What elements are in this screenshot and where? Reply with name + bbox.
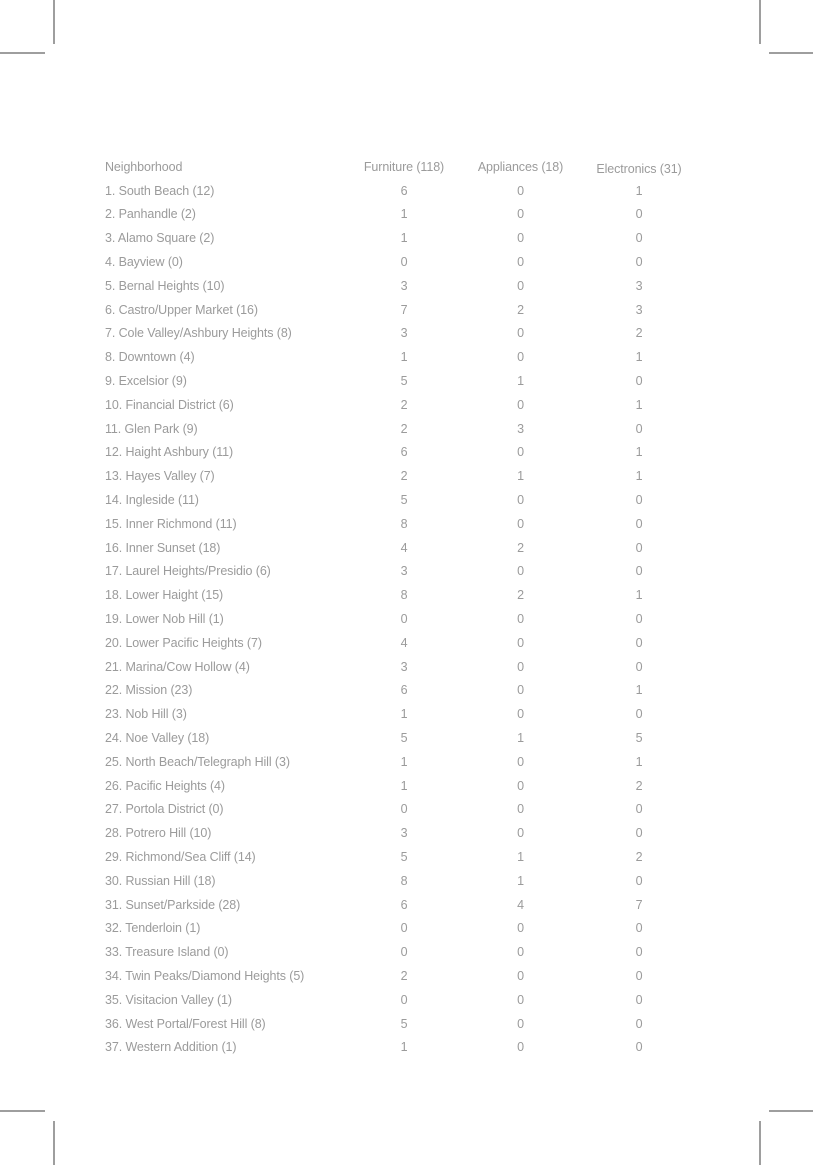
furniture-count-cell: 5 [400,731,408,746]
neighborhood-cell: 36. West Portal/Forest Hill (8) [105,1016,266,1031]
neighborhood-cell: 30. Russian Hill (18) [105,873,216,888]
table-row [105,869,700,893]
neighborhood-cell: 2. Panhandle (2) [105,207,196,222]
table-row [105,441,700,465]
appliances-count-cell: 0 [517,207,524,222]
electronics-count-cell: 0 [635,968,643,983]
table-row [105,940,700,964]
electronics-count-cell: 2 [635,326,643,341]
appliances-count-cell: 0 [517,659,524,674]
neighborhood-cell: 17. Laurel Heights/Presidio (6) [105,564,271,579]
table-body [105,179,700,1059]
table-row [105,393,700,417]
furniture-count-cell: 5 [400,493,408,508]
electronics-count-cell: 0 [635,207,643,222]
neighborhood-cell: 6. Castro/Upper Market (16) [105,302,258,317]
furniture-count-cell: 3 [400,826,408,841]
appliances-count-cell: 4 [517,897,524,912]
electronics-count-cell: 1 [635,754,643,769]
table-row [105,702,700,726]
furniture-count-cell: 6 [400,445,408,460]
table-row [105,988,700,1012]
neighborhood-cell: 31. Sunset/Parkside (28) [105,897,241,912]
electronics-count-cell: 0 [635,1040,643,1055]
furniture-count-cell: 5 [400,850,408,864]
appliances-count-cell: 0 [517,516,524,531]
table-row [105,226,700,250]
electronics-count-cell: 2 [635,850,643,864]
furniture-count-cell: 2 [400,397,408,412]
table-row [105,512,700,536]
appliances-count-cell: 0 [517,231,524,246]
table-row [105,250,700,274]
furniture-count-cell: 3 [400,326,408,341]
appliances-count-cell: 0 [517,564,524,579]
electronics-count-cell: 0 [635,493,643,508]
furniture-count-cell: 1 [400,778,408,793]
appliances-count-cell: 0 [517,350,524,365]
appliances-count-cell: 0 [517,612,524,627]
table-row [105,964,700,988]
furniture-count-cell: 1 [400,754,408,769]
neighborhood-cell: 1. South Beach (12) [105,183,215,198]
appliances-count-cell: 3 [517,421,524,436]
appliances-count-cell: 1 [517,873,524,888]
neighborhood-cell: 4. Bayview (0) [105,255,183,270]
column-header-neighborhood: Neighborhood [105,159,183,174]
electronics-count-cell: 7 [635,897,643,912]
table-row [105,845,700,869]
furniture-count-cell: 6 [400,897,408,912]
neighborhood-cell: 23. Nob Hill (3) [105,707,187,722]
neighborhood-cell: 18. Lower Haight (15) [105,588,224,603]
appliances-count-cell: 0 [517,921,524,936]
appliances-count-cell: 0 [517,992,524,1007]
column-header-electronics: Electronics (31) [596,161,682,176]
table-row [105,345,700,369]
table-row [105,369,700,393]
electronics-count-cell: 1 [635,469,643,484]
table-row [105,798,700,822]
neighborhood-cell: 5. Bernal Heights (10) [105,278,225,293]
appliances-count-cell: 0 [517,1040,524,1055]
column-header-furniture: Furniture (118) [363,159,445,174]
neighborhood-cell: 15. Inner Richmond (11) [105,516,237,531]
furniture-count-cell: 0 [400,945,408,960]
neighborhood-cell: 37. Western Addition (1) [105,1040,237,1055]
neighborhood-cell: 28. Potrero Hill (10) [105,826,212,841]
furniture-count-cell: 5 [400,374,408,389]
electronics-count-cell: 1 [635,350,643,365]
furniture-count-cell: 1 [400,1040,408,1055]
neighborhood-cell: 8. Downtown (4) [105,350,195,365]
electronics-count-cell: 0 [635,873,643,888]
electronics-count-cell: 0 [635,945,643,960]
furniture-count-cell: 5 [400,1016,408,1031]
electronics-count-cell: 0 [635,1016,643,1031]
furniture-count-cell: 3 [400,659,408,674]
table-row [105,274,700,298]
table-row [105,203,700,227]
electronics-count-cell: 0 [635,374,643,389]
furniture-count-cell: 1 [400,207,408,222]
electronics-count-cell: 0 [635,231,643,246]
table-row [105,750,700,774]
table-row [105,464,700,488]
table-header-row [105,155,700,179]
neighborhood-cell: 13. Hayes Valley (7) [105,469,215,484]
crop-mark-top-right-vertical [759,0,761,44]
neighborhood-table [105,155,700,1059]
neighborhood-cell: 22. Mission (23) [105,683,193,698]
appliances-count-cell: 2 [517,540,524,555]
electronics-count-cell: 1 [635,445,643,460]
neighborhood-cell: 19. Lower Nob Hill (1) [105,612,224,627]
appliances-count-cell: 0 [517,255,524,270]
neighborhood-cell: 10. Financial District (6) [105,397,234,412]
neighborhood-cell: 35. Visitacion Valley (1) [105,992,232,1007]
appliances-count-cell: 2 [517,302,524,317]
table-row [105,726,700,750]
crop-mark-bottom-right-horizontal [769,1110,813,1112]
table-row [105,322,700,346]
electronics-count-cell: 3 [635,302,643,317]
electronics-count-cell: 1 [635,588,643,603]
electronics-count-cell: 1 [635,397,643,412]
table-row [105,1012,700,1036]
furniture-count-cell: 0 [400,921,408,936]
furniture-count-cell: 1 [400,350,408,365]
appliances-count-cell: 0 [517,754,524,769]
neighborhood-cell: 33. Treasure Island (0) [105,945,229,960]
furniture-count-cell: 3 [400,278,408,293]
table-row [105,607,700,631]
furniture-count-cell: 2 [400,469,408,484]
electronics-count-cell: 3 [635,278,643,293]
appliances-count-cell: 1 [517,731,524,746]
appliances-count-cell: 2 [517,588,524,603]
electronics-count-cell: 2 [635,778,643,793]
appliances-count-cell: 1 [517,374,524,389]
crop-mark-top-left-horizontal [0,52,45,54]
neighborhood-cell: 14. Ingleside (11) [105,493,199,508]
neighborhood-cell: 24. Noe Valley (18) [105,731,210,746]
neighborhood-cell: 29. Richmond/Sea Cliff (14) [105,850,256,864]
electronics-count-cell: 0 [635,421,643,436]
appliances-count-cell: 0 [517,683,524,698]
furniture-count-cell: 8 [400,516,408,531]
neighborhood-cell: 9. Excelsior (9) [105,374,187,389]
electronics-count-cell: 0 [635,612,643,627]
neighborhood-cell: 27. Portola District (0) [105,802,224,817]
electronics-count-cell: 5 [635,731,643,746]
appliances-count-cell: 0 [517,968,524,983]
appliances-count-cell: 0 [517,445,524,460]
neighborhood-cell: 20. Lower Pacific Heights (7) [105,635,262,650]
neighborhood-cell: 26. Pacific Heights (4) [105,778,225,793]
table-row [105,821,700,845]
crop-mark-bottom-left-horizontal [0,1110,45,1112]
table-row [105,536,700,560]
furniture-count-cell: 4 [400,635,408,650]
table-row [105,631,700,655]
electronics-count-cell: 0 [635,802,643,817]
electronics-count-cell: 0 [635,707,643,722]
table-row [105,679,700,703]
appliances-count-cell: 1 [517,850,524,864]
appliances-count-cell: 1 [517,469,524,484]
column-header-appliances: Appliances (18) [477,159,564,174]
table-row [105,298,700,322]
furniture-count-cell: 2 [400,968,408,983]
table-row [105,917,700,941]
appliances-count-cell: 0 [517,326,524,341]
electronics-count-cell: 1 [635,183,643,198]
appliances-count-cell: 0 [517,1016,524,1031]
table-row [105,488,700,512]
crop-mark-bottom-right-vertical [759,1121,761,1165]
neighborhood-cell: 16. Inner Sunset (18) [105,540,221,555]
neighborhood-cell: 7. Cole Valley/Ashbury Heights (8) [105,326,292,341]
appliances-count-cell: 0 [517,278,524,293]
appliances-count-cell: 0 [517,397,524,412]
furniture-count-cell: 1 [400,231,408,246]
electronics-count-cell: 0 [635,564,643,579]
appliances-count-cell: 0 [517,802,524,817]
table-row [105,179,700,203]
electronics-count-cell: 0 [635,826,643,841]
neighborhood-cell: 12. Haight Ashbury (11) [105,445,234,460]
crop-mark-top-left-vertical [53,0,55,44]
furniture-count-cell: 7 [400,302,408,317]
table-row [105,1035,700,1059]
table-row [105,583,700,607]
appliances-count-cell: 0 [517,183,524,198]
table-row [105,655,700,679]
appliances-count-cell: 0 [517,945,524,960]
neighborhood-cell: 32. Tenderloin (1) [105,921,201,936]
neighborhood-cell: 25. North Beach/Telegraph Hill (3) [105,754,290,769]
electronics-count-cell: 0 [635,659,643,674]
neighborhood-cell: 11. Glen Park (9) [105,421,198,436]
electronics-count-cell: 0 [635,540,643,555]
furniture-count-cell: 6 [400,683,408,698]
table-row [105,893,700,917]
neighborhood-cell: 3. Alamo Square (2) [105,231,215,246]
appliances-count-cell: 0 [517,826,524,841]
appliances-count-cell: 0 [517,493,524,508]
table-row [105,417,700,441]
furniture-count-cell: 1 [400,707,408,722]
crop-mark-bottom-left-vertical [53,1121,55,1165]
table-row [105,774,700,798]
crop-mark-top-right-horizontal [769,52,813,54]
electronics-count-cell: 0 [635,992,643,1007]
furniture-count-cell: 3 [400,564,408,579]
furniture-count-cell: 0 [400,255,408,270]
electronics-count-cell: 0 [635,255,643,270]
furniture-count-cell: 8 [400,588,408,603]
appliances-count-cell: 0 [517,635,524,650]
furniture-count-cell: 6 [400,183,408,198]
furniture-count-cell: 8 [400,873,408,888]
electronics-count-cell: 1 [635,683,643,698]
furniture-count-cell: 0 [400,802,408,817]
appliances-count-cell: 0 [517,707,524,722]
electronics-count-cell: 0 [635,635,643,650]
neighborhood-cell: 34. Twin Peaks/Diamond Heights (5) [105,968,305,983]
appliances-count-cell: 0 [517,778,524,793]
neighborhood-cell: 21. Marina/Cow Hollow (4) [105,659,250,674]
furniture-count-cell: 0 [400,612,408,627]
electronics-count-cell: 0 [635,516,643,531]
furniture-count-cell: 4 [400,540,408,555]
electronics-count-cell: 0 [635,921,643,936]
table-row [105,560,700,584]
furniture-count-cell: 2 [400,421,408,436]
furniture-count-cell: 0 [400,992,408,1007]
